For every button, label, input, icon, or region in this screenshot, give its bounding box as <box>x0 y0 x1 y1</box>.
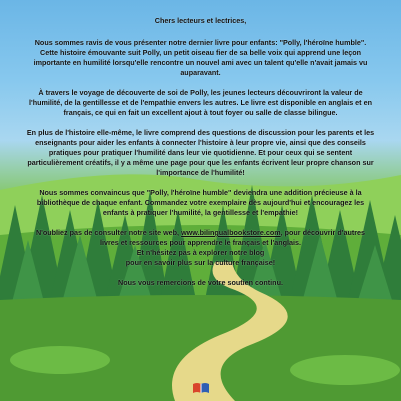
paragraph-intro: Nous sommes ravis de vous présenter notre dernier livre pour enfants: "Polly, l'héroïne humble". Cette histoire émouvante suit Polly, un petit oiseau fier de sa belle voix qui apprend une leçon importante en humilité lorsqu'elle rencontre un nouvel ami avec un talent qu'elle n'avait jamais vu auparavant. <box>33 38 368 77</box>
blog-invite: Et n'hésitez pas à explorer notre blog <box>136 248 265 257</box>
salutation: Chers lecteurs et lectrices, <box>154 16 247 25</box>
paragraph-extras: En plus de l'histoire elle-même, le livre comprend des questions de discussion pour les parents et les enseignants pour aider les enfants à connecter l'histoire à leur propre vie, ainsi que des conseils pratiques pour pratiquer l'humilité dans leur vie quotidienne. Et pour ceux qui se sentent particulièrement créatifs, il y a même une page pour que les enfants écrivent leur propre chanson sur l'importance de l'humilité! <box>26 128 375 177</box>
paragraph-website <box>26 228 375 268</box>
closing: Nous vous remercions de votre soutien continu. <box>118 278 283 287</box>
paragraph-conviction: Nous sommes convaincus que "Polly, l'héroïne humble" deviendra une addition précieuse à la bibliothèque de chaque enfant. Commandez votre exemplaire dès aujourd'hui et encouragez les enfants à pratiquer l'humilité, la gentillesse et l'empathie! <box>36 188 365 217</box>
website-link[interactable]: www.bilingualbookstore.com <box>181 228 281 237</box>
website-text-before: N'oubliez pas de consulter notre site web, <box>35 228 182 237</box>
website-text-after: , pour découvrir d'autres livres et ressources pour apprendre le français et l'anglais. <box>99 228 366 247</box>
bilingual-bookstore-logo-icon <box>192 381 210 395</box>
blog-culture: pour en savoir plus sur la culture française! <box>125 258 276 267</box>
paragraph-journey: À travers le voyage de découverte de soi de Polly, les jeunes lecteurs découvriront la valeur de l'humilité, de la gentillesse et de l'empathie envers les autres. Le livre est disponible en anglais et en français, ce qui en fait un excellent ajout à tout foyer ou salle de classe bilingue. <box>29 88 372 117</box>
